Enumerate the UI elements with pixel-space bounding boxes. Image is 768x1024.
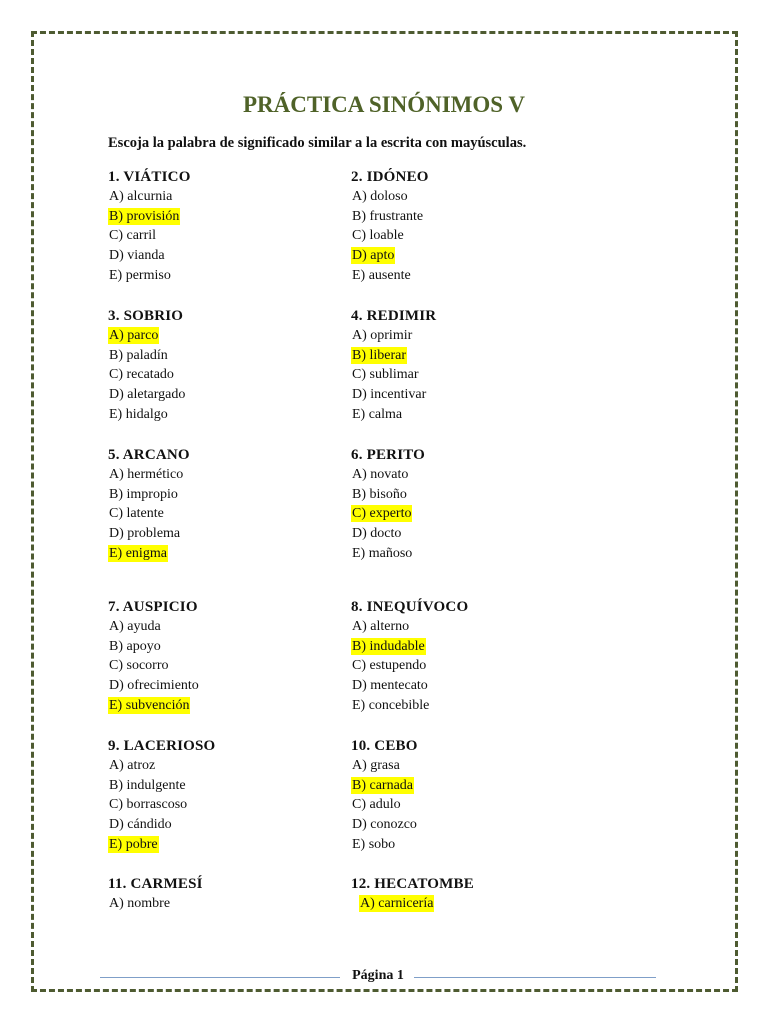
- option-text: E) enigma: [109, 545, 167, 561]
- option-text: B) frustrante: [352, 208, 424, 224]
- option-text: E) ausente: [352, 267, 411, 283]
- question-heading: 7. AUSPICIO: [108, 599, 198, 615]
- question-block: [351, 168, 591, 285]
- option-text: D) incentivar: [352, 387, 427, 403]
- option-text: C) loable: [352, 228, 404, 244]
- page-number: Página 1: [352, 968, 404, 983]
- option-text: E) concebible: [352, 697, 430, 713]
- option-text: B) paladín: [109, 347, 168, 363]
- option-text: C) borrascoso: [109, 797, 188, 813]
- answer-option: [108, 385, 348, 405]
- question-heading: 12. HECATOMBE: [351, 876, 474, 892]
- question-block: [108, 446, 348, 563]
- answer-option: [108, 187, 348, 207]
- answer-option: [351, 485, 591, 505]
- question-heading: 10. CEBO: [351, 738, 418, 754]
- option-text: C) socorro: [109, 658, 169, 674]
- answer-option: [108, 756, 348, 776]
- answer-option: [108, 226, 348, 246]
- question-block: [351, 307, 591, 424]
- option-text: D) conozco: [352, 817, 417, 833]
- option-text: D) apto: [352, 248, 395, 264]
- option-text: D) docto: [352, 526, 402, 542]
- question-block: [108, 875, 348, 914]
- option-text: B) impropio: [109, 486, 178, 502]
- instructions: Escoja la palabra de significado similar a la escrita con mayúsculas.: [108, 135, 527, 151]
- option-text: A) ayuda: [109, 619, 161, 634]
- option-text: E) sobo: [352, 836, 396, 852]
- option-text: E) pobre: [109, 836, 158, 852]
- answer-option: [108, 405, 348, 425]
- answer-option: [108, 815, 348, 835]
- answer-option: [351, 815, 591, 835]
- answer-option: [351, 656, 591, 676]
- option-text: A) carnicería: [360, 896, 434, 911]
- question-block: [108, 737, 348, 854]
- answer-option: [351, 696, 591, 716]
- option-text: A) alterno: [352, 619, 410, 634]
- option-text: B) bisoño: [352, 486, 407, 502]
- answer-option: [351, 226, 591, 246]
- option-text: D) cándido: [109, 817, 172, 833]
- option-text: B) carnada: [352, 777, 414, 793]
- option-text: C) experto: [352, 506, 412, 522]
- answer-option-highlighted: [351, 504, 591, 524]
- option-text: E) subvención: [109, 697, 190, 713]
- option-text: A) hermético: [109, 467, 184, 482]
- option-text: E) hidalgo: [109, 406, 168, 422]
- option-text: A) atroz: [109, 758, 156, 773]
- option-text: D) aletargado: [109, 387, 186, 403]
- answer-option: [108, 637, 348, 657]
- answer-option: [351, 187, 591, 207]
- answer-option: [351, 405, 591, 425]
- question-heading: 1. VIÁTICO: [108, 169, 191, 185]
- question-heading: 6. PERITO: [351, 447, 426, 463]
- answer-option: [351, 544, 591, 564]
- option-text: D) mentecato: [352, 678, 428, 694]
- answer-option: [108, 485, 348, 505]
- question-heading: 2. IDÓNEO: [351, 169, 429, 185]
- option-text: A) novato: [352, 467, 409, 482]
- question-block: [351, 737, 591, 854]
- answer-option: [108, 617, 348, 637]
- page-footer: [100, 968, 656, 988]
- option-text: E) calma: [352, 406, 403, 422]
- option-text: B) liberar: [352, 347, 407, 363]
- answer-option-highlighted: [108, 835, 348, 855]
- question-heading: 11. CARMESÍ: [108, 876, 203, 892]
- option-text: E) permiso: [109, 267, 171, 283]
- answer-option: [351, 465, 591, 485]
- answer-option: [351, 676, 591, 696]
- answer-option-highlighted: [108, 326, 348, 346]
- answer-option: [108, 246, 348, 266]
- option-text: A) grasa: [352, 758, 400, 773]
- option-text: B) indulgente: [109, 777, 186, 793]
- question-block: [351, 446, 591, 563]
- option-text: C) latente: [109, 506, 164, 522]
- answer-option: [108, 346, 348, 366]
- question-block: [108, 168, 348, 285]
- footer-line-right: [414, 977, 656, 978]
- option-text: A) alcurnia: [109, 189, 173, 204]
- option-text: A) oprimir: [352, 328, 413, 343]
- answer-option-highlighted: [351, 894, 591, 914]
- answer-option: [351, 795, 591, 815]
- answer-option: [108, 504, 348, 524]
- answer-option: [351, 207, 591, 227]
- question-block: [108, 307, 348, 424]
- option-text: C) carril: [109, 228, 157, 244]
- option-text: A) doloso: [352, 189, 408, 204]
- question-heading: 5. ARCANO: [108, 447, 190, 463]
- answer-option: [108, 894, 348, 914]
- option-text: C) recatado: [109, 367, 174, 383]
- answer-option: [351, 617, 591, 637]
- answer-option: [108, 676, 348, 696]
- option-text: D) ofrecimiento: [109, 678, 199, 694]
- answer-option-highlighted: [351, 776, 591, 796]
- answer-option-highlighted: [351, 246, 591, 266]
- answer-option: [351, 756, 591, 776]
- answer-option: [351, 835, 591, 855]
- option-text: E) mañoso: [352, 545, 413, 561]
- answer-option-highlighted: [108, 207, 348, 227]
- option-text: C) adulo: [352, 797, 401, 813]
- option-text: B) provisión: [109, 208, 180, 224]
- question-heading: 3. SOBRIO: [108, 308, 184, 324]
- answer-option-highlighted: [351, 346, 591, 366]
- option-text: B) apoyo: [109, 638, 161, 654]
- question-heading: 4. REDIMIR: [351, 308, 437, 324]
- answer-option: [351, 326, 591, 346]
- answer-option: [108, 266, 348, 286]
- answer-option-highlighted: [108, 696, 348, 716]
- answer-option-highlighted: [108, 544, 348, 564]
- answer-option: [108, 465, 348, 485]
- option-text: C) estupendo: [352, 658, 427, 674]
- answer-option: [108, 776, 348, 796]
- question-block: [351, 875, 591, 914]
- answer-option-highlighted: [351, 637, 591, 657]
- question-block: [351, 598, 591, 715]
- question-block: [108, 598, 348, 715]
- option-text: D) problema: [109, 526, 181, 542]
- option-text: B) indudable: [352, 638, 425, 654]
- answer-option: [351, 365, 591, 385]
- option-text: A) parco: [109, 328, 159, 343]
- answer-option: [108, 524, 348, 544]
- question-heading: 9. LACERIOSO: [108, 738, 216, 754]
- answer-option: [108, 365, 348, 385]
- question-heading: 8. INEQUÍVOCO: [351, 599, 469, 615]
- option-text: D) vianda: [109, 248, 165, 264]
- page-title: PRÁCTICA SINÓNIMOS V: [242, 92, 525, 117]
- answer-option: [351, 385, 591, 405]
- option-text: C) sublimar: [352, 367, 419, 383]
- answer-option: [351, 524, 591, 544]
- answer-option: [108, 795, 348, 815]
- option-text: A) nombre: [109, 896, 171, 911]
- answer-option: [108, 656, 348, 676]
- answer-option: [351, 266, 591, 286]
